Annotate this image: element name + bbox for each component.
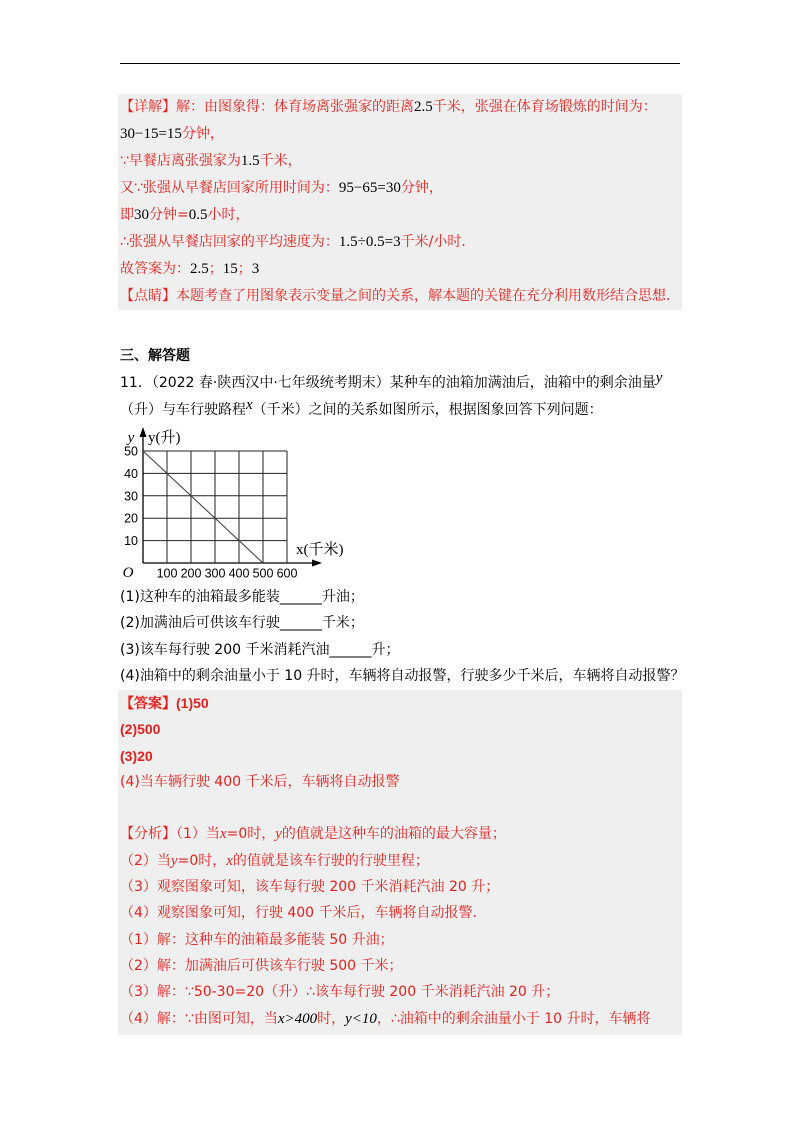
answer-box <box>118 690 682 1035</box>
solution-step-2: （2）解：加满油后可供该车行驶 500 千米； <box>120 957 403 974</box>
analysis-line-3: （3）观察图象可知，该车每行驶 200 千米消耗汽油 20 升； <box>120 879 500 896</box>
x-axis-label: x(千米) <box>296 542 344 558</box>
stem-text: 11．（2022 春·陕西汉中·七年级统考期末）某种车的油箱加满油后，油箱中的剩余油量 <box>120 375 656 391</box>
math-value: 1.5 <box>240 153 260 169</box>
answer-line-2: (2)500 <box>120 721 161 738</box>
solution-text: 即 <box>120 207 134 223</box>
solution-text: 千米/小时． <box>400 234 476 250</box>
question-part-1: (1)这种车的油箱最多能装______升油； <box>120 589 364 605</box>
stem-text: （升）与车行驶路程 <box>120 402 246 418</box>
fuel-distance-chart <box>118 420 358 585</box>
solution-line-4 <box>118 175 682 202</box>
y-tick-label: 30 <box>124 489 138 504</box>
y-tick-label: 40 <box>124 466 138 481</box>
analysis-text: （2）当 <box>120 852 171 869</box>
math-value: 2.5 <box>190 261 209 277</box>
solution-line-6 <box>118 229 682 256</box>
x-tick-label: 100 <box>156 566 178 581</box>
x-tick-label: 500 <box>252 566 274 581</box>
solution-line-3 <box>118 148 682 175</box>
y-axis-arrow <box>140 427 147 437</box>
math-inequality: y<10 <box>345 1010 377 1027</box>
x-tick-label: 400 <box>228 566 250 581</box>
x-tick-label: 300 <box>204 566 226 581</box>
analysis-line-4: （4）观察图象可知，行驶 400 千米后，车辆将自动报警． <box>120 905 487 922</box>
variable-x: x <box>226 852 233 869</box>
solution-text: 分钟， <box>400 180 443 196</box>
y-axis-label: y(升) <box>148 430 181 446</box>
solution-text: 【详解】解：由图象得：体育场离张强家的距离 <box>120 99 414 115</box>
analysis-line-1 <box>118 821 682 847</box>
separator: ； <box>237 261 252 277</box>
answer-line-4: (4)当车辆行驶 400 千米后，车辆将自动报警 <box>120 773 400 790</box>
y-tick-label: 50 <box>124 444 138 459</box>
analysis-text: ，∴油箱中的剩余油量小于 10 升时，车辆将 <box>376 1010 651 1027</box>
answer-line-1: 【答案】(1)50 <box>120 695 209 711</box>
solution-text: 故答案为： <box>120 261 190 277</box>
y-tick-label: 10 <box>124 534 138 549</box>
solution-step-1: （1）解：这种车的油箱最多能装 50 升油； <box>120 931 394 948</box>
answer-line-3: (3)20 <box>120 747 153 764</box>
analysis-text: 的值就是该车行驶的行驶里程； <box>232 852 429 869</box>
solution-text: 分钟= <box>149 207 189 223</box>
question-stem-line-1 <box>120 370 662 397</box>
stem-text: （千米）之间的关系如图所示，根据图象回答下列问题： <box>252 402 603 418</box>
solution-line-1 <box>118 94 682 121</box>
solution-line-2 <box>118 121 682 148</box>
analysis-line-2 <box>118 848 682 874</box>
blank-line <box>118 795 682 821</box>
solution-box <box>118 94 682 310</box>
solution-step-3: （3）解：∵50-30=20（升）∴该车每行驶 200 千米消耗汽油 20 升； <box>120 984 560 1001</box>
question-part-2: (2)加满油后可供该车行驶______千米； <box>120 615 364 632</box>
solution-step-4 <box>118 1006 682 1032</box>
question-part-3: (3)该车每行驶 200 千米消耗汽油______升； <box>120 641 400 658</box>
variable-y: y <box>655 370 663 386</box>
variable-x: x <box>219 826 227 843</box>
y-tick-label: 20 <box>124 511 138 526</box>
variable-y: y <box>275 826 282 843</box>
solution-text: 分钟， <box>181 126 224 142</box>
analysis-text: 的值就是这种车的油箱的最大容量； <box>281 826 506 843</box>
math-value: 3 <box>251 261 260 277</box>
math-inequality: x>400 <box>277 1010 318 1027</box>
section-title: 三、解答题 <box>120 348 190 364</box>
solution-line-8: 【点睛】本题考查了用图象表示变量之间的关系，解本题的关键在充分利用数形结合思想． <box>120 288 680 304</box>
math-value: 15 <box>222 261 238 277</box>
analysis-text: =0时， <box>226 826 276 843</box>
solution-text: 千米，张强在体育场锻炼的时间为： <box>432 99 657 115</box>
solution-text: 小时， <box>207 207 250 223</box>
math-value: 30 <box>134 207 149 223</box>
separator: ； <box>208 261 223 277</box>
solution-text: 又∵张强从早餐店回家所用时间为： <box>120 180 339 196</box>
solution-line-7 <box>118 256 682 283</box>
x-tick-label: 200 <box>180 566 202 581</box>
question-parts <box>120 584 685 689</box>
top-rule <box>120 63 680 64</box>
analysis-text: =0时， <box>177 852 227 869</box>
origin-label: O <box>122 565 134 581</box>
x-axis-arrow <box>312 560 322 567</box>
y-axis-letter: y <box>127 430 135 446</box>
math-expression: 30−15=15 <box>120 126 182 142</box>
analysis-text: 【分析】（1）当 <box>120 826 220 843</box>
data-line <box>143 451 263 563</box>
solution-text: ∴张强从早餐店回家的平均速度为： <box>120 234 339 250</box>
variable-y: y <box>170 852 178 869</box>
analysis-text: 时， <box>317 1010 346 1027</box>
solution-text: 千米， <box>259 153 302 169</box>
x-tick-label: 600 <box>276 566 298 581</box>
math-value: 0.5 <box>188 207 208 223</box>
analysis-text: （4）解：∵由图可知，当 <box>120 1010 278 1027</box>
math-expression: 95−65=30 <box>338 180 401 196</box>
math-expression: 1.5÷0.5=3 <box>338 234 401 250</box>
variable-x: x <box>246 397 253 413</box>
solution-line-5 <box>118 202 682 229</box>
solution-text: ∵早餐店离张强家为 <box>120 153 241 169</box>
question-part-4: (4)油箱中的剩余油量小于 10 升时，车辆将自动报警，行驶多少千米后，车辆将自动报警？ <box>120 667 685 684</box>
math-value: 2.5 <box>414 99 433 115</box>
